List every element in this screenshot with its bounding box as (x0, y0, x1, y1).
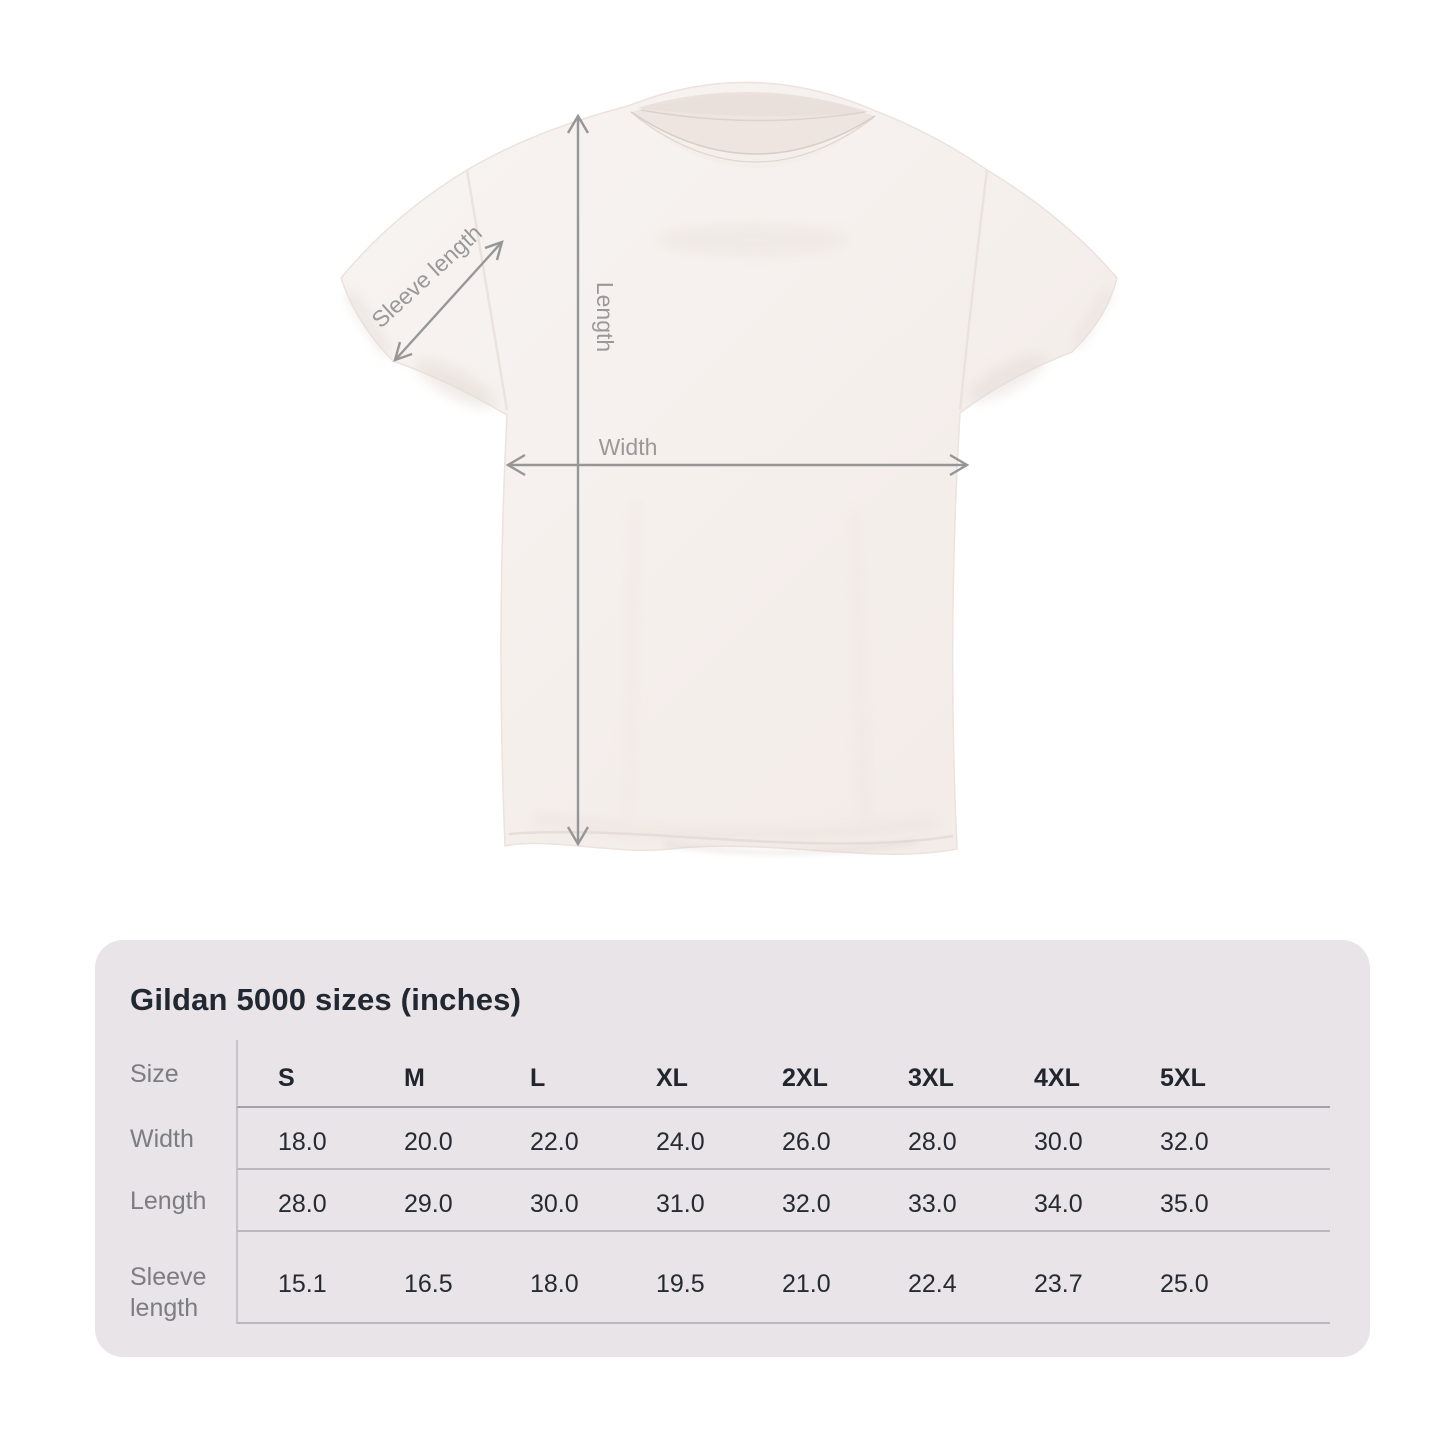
table-cell: 24.0 (656, 1127, 705, 1156)
row-label: Sleeve length (130, 1263, 207, 1322)
column-header: L (530, 1063, 546, 1092)
column-header: 5XL (1160, 1063, 1206, 1092)
table-cell: 30.0 (530, 1189, 579, 1218)
table-header-row (130, 1040, 1330, 1108)
size-chart-title: Gildan 5000 sizes (inches) (130, 982, 522, 1017)
row-label: Size (130, 1059, 179, 1088)
table-cell: 28.0 (278, 1189, 327, 1218)
column-header: XL (656, 1063, 688, 1092)
column-header: M (404, 1063, 425, 1092)
column-header: 2XL (782, 1063, 828, 1092)
size-table (130, 1040, 1330, 1324)
column-header: S (278, 1063, 295, 1092)
tshirt-measurement-diagram (335, 72, 1125, 862)
table-cell: 21.0 (782, 1270, 831, 1298)
table-cell: 33.0 (908, 1189, 957, 1218)
table-cell: 32.0 (1160, 1127, 1209, 1156)
sleeve-length-label: Sleeve length (366, 219, 487, 333)
row-cells (236, 1040, 1330, 1108)
table-cell: 34.0 (1034, 1189, 1083, 1218)
row-cells (236, 1108, 1330, 1170)
column-header: 3XL (908, 1063, 954, 1092)
length-label: Length (592, 281, 618, 353)
table-cell: 31.0 (656, 1189, 705, 1218)
table-cell: 19.5 (656, 1270, 705, 1298)
table-cell: 32.0 (782, 1189, 831, 1218)
table-cell: 23.7 (1034, 1270, 1083, 1298)
row-cells (236, 1232, 1330, 1324)
size-chart-card (95, 940, 1370, 1357)
table-cell: 28.0 (908, 1127, 957, 1156)
column-header: 4XL (1034, 1063, 1080, 1092)
table-cell: 30.0 (1034, 1127, 1083, 1156)
table-row (130, 1108, 1330, 1170)
width-label: Width (598, 434, 658, 460)
row-label: Width (130, 1124, 194, 1153)
table-cell: 16.5 (404, 1270, 453, 1298)
table-cell: 35.0 (1160, 1189, 1209, 1218)
table-cell: 18.0 (278, 1127, 327, 1156)
table-cell: 20.0 (404, 1127, 453, 1156)
table-cell: 25.0 (1160, 1270, 1209, 1298)
row-label: Length (130, 1186, 207, 1215)
table-cell: 26.0 (782, 1127, 831, 1156)
table-row (130, 1170, 1330, 1232)
table-cell: 22.0 (530, 1127, 579, 1156)
tshirt-photo (341, 82, 1117, 854)
table-cell: 29.0 (404, 1189, 453, 1218)
row-cells (236, 1170, 1330, 1232)
table-cell: 15.1 (278, 1270, 327, 1298)
table-row (130, 1232, 1330, 1324)
table-cell: 22.4 (908, 1270, 957, 1298)
table-cell: 18.0 (530, 1270, 579, 1298)
